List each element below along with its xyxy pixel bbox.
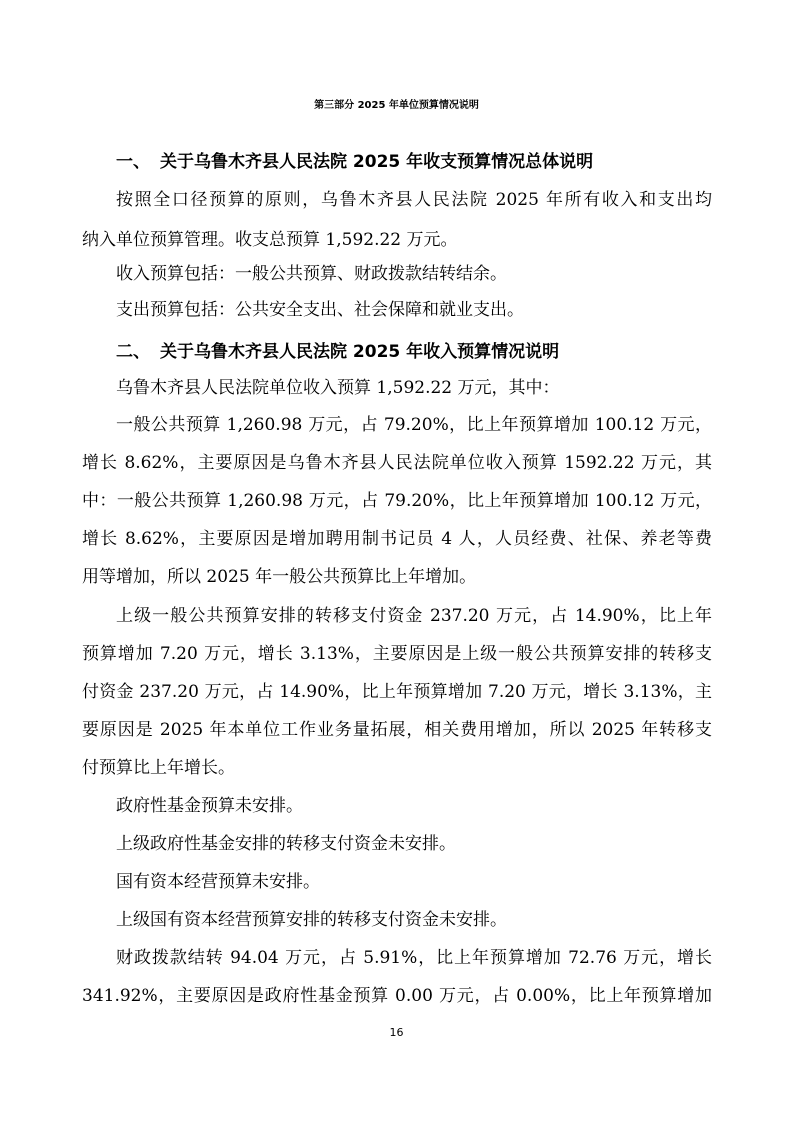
paragraph-line: 付预算比上年增长。	[82, 758, 235, 778]
paragraph-line: 一般公共预算 1,260.98 万元，占 79.20%，比上年预算增加 100.12 万元，	[116, 415, 712, 435]
paragraph-line: 收入预算包括：一般公共预算、财政拨款结转结余。	[116, 264, 507, 284]
section-heading-1	[116, 150, 593, 174]
paragraph-line: 乌鲁木齐县人民法院单位收入预算 1,592.22 万元，其中：	[116, 378, 560, 398]
paragraph-line: 中：一般公共预算 1,260.98 万元，占 79.20%，比上年预算增加 100.12 万元，	[82, 491, 712, 511]
paragraph-line: 用等增加，所以 2025 年一般公共预算比上年增加。	[82, 567, 477, 587]
section-number: 一、	[116, 152, 150, 172]
paragraph-line: 增长 8.62%，主要原因是乌鲁木齐县人民法院单位收入预算 1592.22 万元，其	[82, 453, 712, 473]
paragraph-line: 上级政府性基金安排的转移支付资金未安排。	[116, 834, 456, 854]
paragraph-line: 上级国有资本经营预算安排的转移支付资金未安排。	[116, 910, 507, 930]
paragraph-line: 上级一般公共预算安排的转移支付资金 237.20 万元，占 14.90%，比上年	[116, 606, 712, 626]
section-heading-text: 关于乌鲁木齐县人民法院 2025 年收支预算情况总体说明	[160, 152, 594, 172]
paragraph-line: 预算增加 7.20 万元，增长 3.13%，主要原因是上级一般公共预算安排的转移支	[82, 644, 712, 664]
paragraph-line: 财政拨款结转 94.04 万元，占 5.91%，比上年预算增加 72.76 万元，增长	[116, 948, 712, 968]
paragraph-line: 按照全口径预算的原则，乌鲁木齐县人民法院 2025 年所有收入和支出均	[116, 190, 712, 210]
paragraph-line: 纳入单位预算管理。收支总预算 1,592.22 万元。	[82, 230, 458, 250]
section-heading-text: 关于乌鲁木齐县人民法院 2025 年收入预算情况说明	[160, 342, 560, 362]
page-title: 第三部分 2025 年单位预算情况说明	[314, 100, 479, 111]
paragraph-line: 国有资本经营预算未安排。	[116, 872, 320, 892]
paragraph-line: 政府性基金预算未安排。	[116, 796, 303, 816]
paragraph-line: 增长 8.62%，主要原因是增加聘用制书记员 4 人，人员经费、社保、养老等费	[82, 529, 712, 549]
section-heading-2	[116, 340, 559, 364]
page-number: 16	[389, 1026, 404, 1039]
paragraph-line: 341.92%，主要原因是政府性基金预算 0.00 万元，占 0.00%，比上年预算增加	[82, 986, 712, 1006]
paragraph-line: 付资金 237.20 万元，占 14.90%，比上年预算增加 7.20 万元，增长 3.13%，主	[82, 682, 712, 702]
paragraph-line: 支出预算包括：公共安全支出、社会保障和就业支出。	[116, 300, 524, 320]
paragraph-line: 要原因是 2025 年本单位工作业务量拓展，相关费用增加，所以 2025 年转移支	[82, 720, 712, 740]
section-number: 二、	[116, 342, 150, 362]
